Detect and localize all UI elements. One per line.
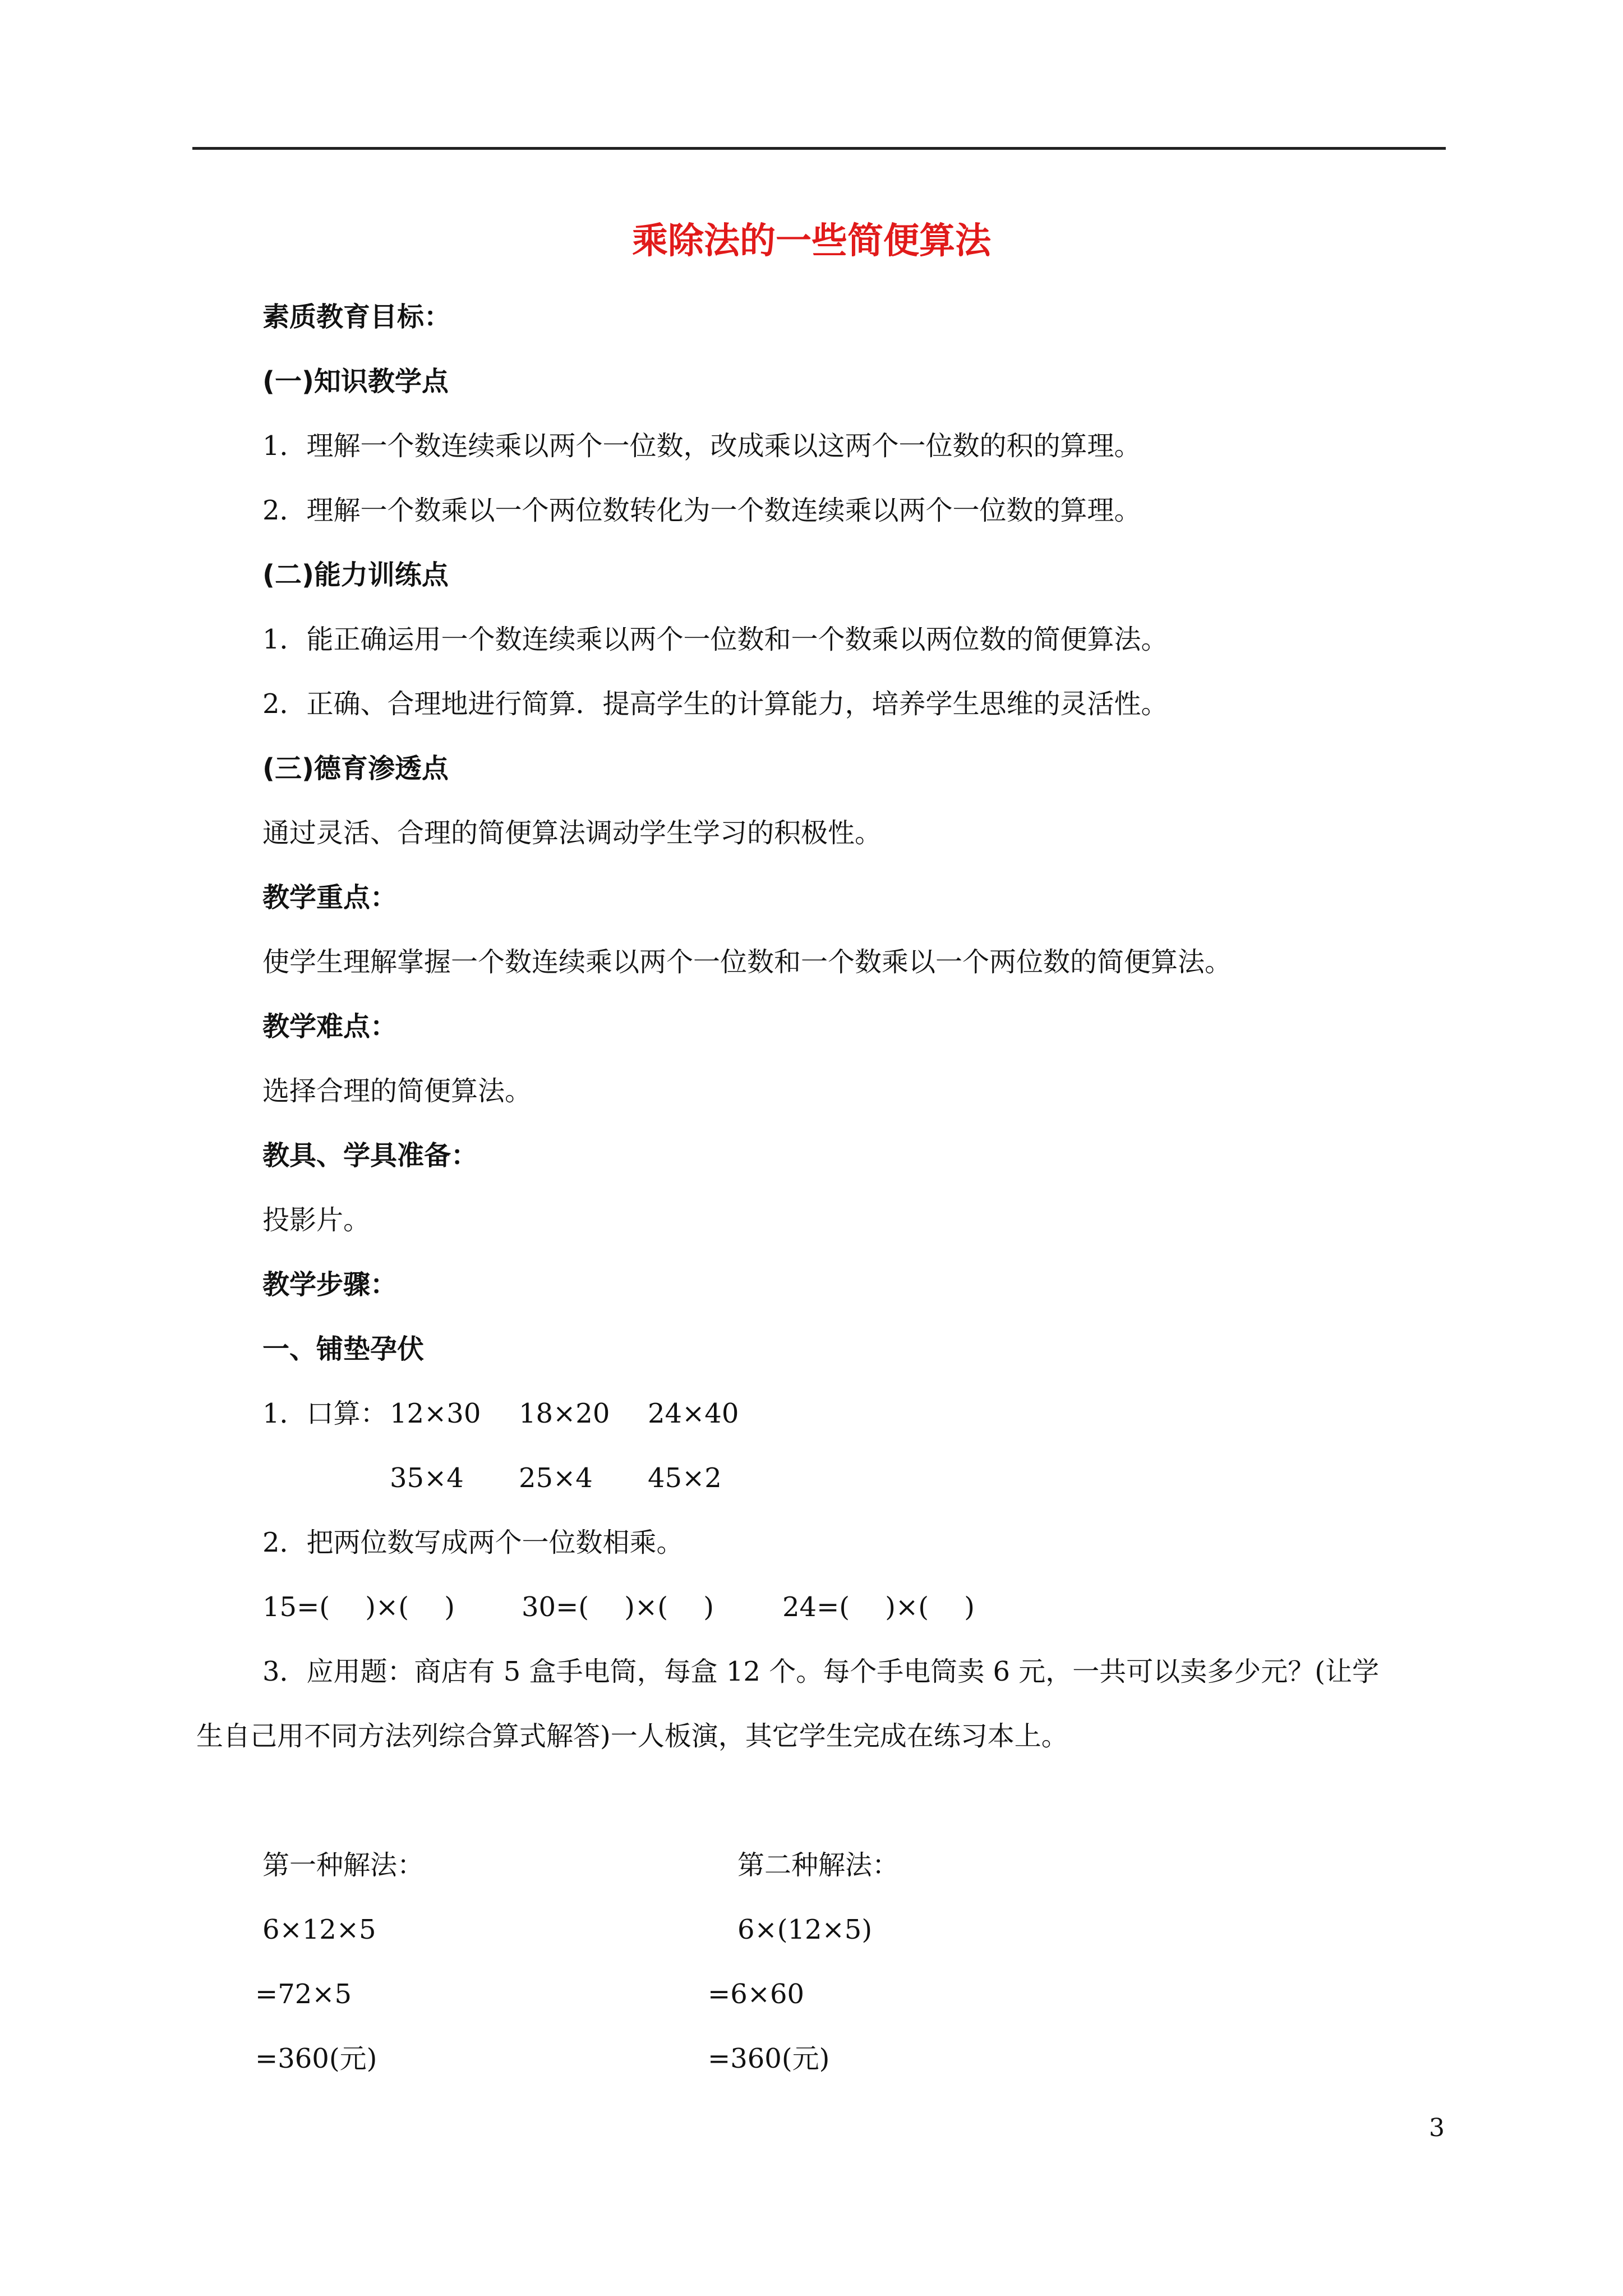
oral-label: 1．口算： [262,1398,388,1429]
fill-blank: 24=( )×( ) [782,1591,975,1623]
moral-text: 通过灵活、合理的简便算法调动学生学习的积极性。 [262,817,882,849]
oral-item: 12×30 [390,1398,481,1429]
first-solution-step: 6×12×5 [262,1914,376,1945]
oral-item: 18×20 [519,1398,610,1429]
key-point-heading: 教学重点： [262,882,398,913]
section1-item-2: 2．把两位数写成两个一位数相乘。 [262,1527,684,1558]
steps-heading: 教学步骤： [262,1269,398,1300]
page-number: 3 [1429,2114,1445,2142]
difficulty-heading: 教学难点： [262,1011,398,1042]
objectives-heading: 素质教育目标： [262,301,451,333]
section1-item-3-line1: 3．应用题：商店有 5 盒手电筒，每盒 12 个。每个手电筒卖 6 元，一共可以卖多少元？(让学 [262,1656,1379,1687]
oral-item: 24×40 [648,1398,739,1429]
document-title: 乘除法的一些简便算法 [632,220,991,262]
materials-heading: 教具、学具准备： [262,1140,478,1171]
fill-blank: 15=( )×( ) [262,1591,455,1623]
second-solution-step: =360(元) [708,2043,830,2074]
header-rule [192,147,1446,150]
first-solution-label: 第一种解法： [262,1849,425,1881]
second-solution-label: 第二种解法： [737,1849,900,1881]
oral-item: 35×4 [390,1462,464,1494]
ability-item-2: 2．正确、合理地进行简算．提高学生的计算能力，培养学生思维的灵活性。 [262,688,1168,720]
ability-item-1: 1．能正确运用一个数连续乘以两个一位数和一个数乘以两位数的简便算法。 [262,624,1168,655]
fill-blank: 30=( )×( ) [522,1591,714,1623]
difficulty-text: 选择合理的简便算法。 [262,1075,532,1107]
key-point-text: 使学生理解掌握一个数连续乘以两个一位数和一个数乘以一个两位数的简便算法。 [262,946,1232,978]
ability-heading: (二)能力训练点 [262,559,449,591]
materials-text: 投影片。 [262,1204,371,1236]
second-solution-step: =6×60 [708,1978,805,2010]
knowledge-item-2: 2．理解一个数乘以一个两位数转化为一个数连续乘以两个一位数的算理。 [262,495,1141,526]
first-solution-step: =360(元) [255,2043,377,2074]
knowledge-heading: (一)知识教学点 [262,366,449,397]
section1-heading: 一、铺垫孕伏 [262,1333,425,1365]
knowledge-item-1: 1．理解一个数连续乘以两个一位数，改成乘以这两个一位数的积的算理。 [262,430,1141,462]
first-solution-step: =72×5 [255,1978,352,2010]
oral-item: 45×2 [648,1462,722,1494]
moral-heading: (三)德育渗透点 [262,753,449,784]
section1-item-3-line2: 生自己用不同方法列综合算式解答)一人板演，其它学生完成在练习本上。 [196,1720,1068,1752]
second-solution-step: 6×(12×5) [737,1914,873,1945]
oral-item: 25×4 [519,1462,593,1494]
